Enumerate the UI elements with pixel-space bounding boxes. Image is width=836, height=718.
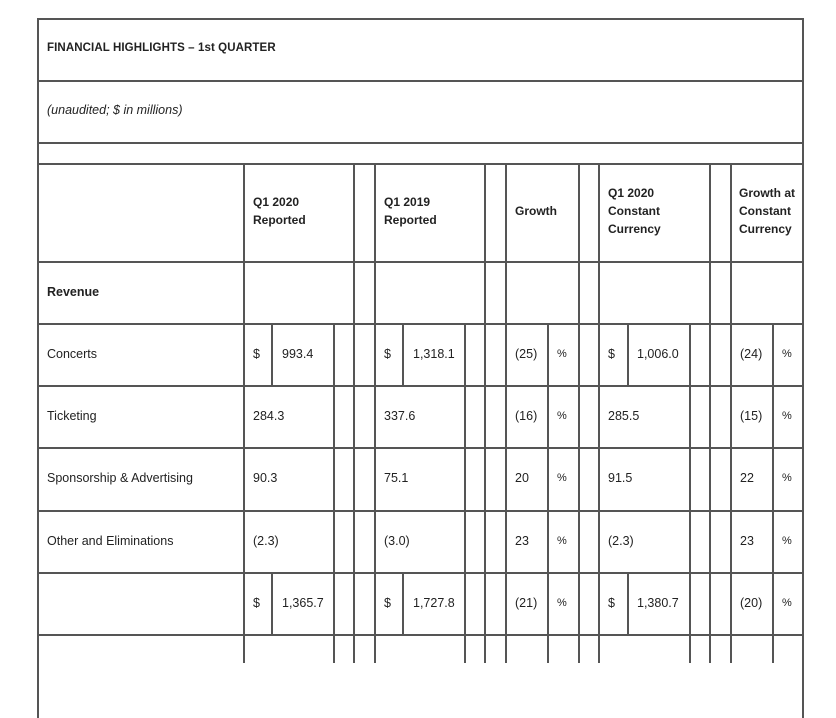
cell-q1-2020-cc: 1,006.0 bbox=[637, 347, 679, 361]
col-rule bbox=[271, 572, 273, 634]
header-line: Q1 2019 bbox=[384, 195, 431, 209]
rule bbox=[37, 18, 804, 20]
col-rule bbox=[709, 163, 711, 663]
col-rule bbox=[772, 323, 774, 663]
cell-q1-2020: 284.3 bbox=[253, 409, 285, 423]
cell-growth: (25) bbox=[515, 347, 538, 361]
cell-q1-2020-cc: 1,380.7 bbox=[637, 596, 679, 610]
cell-growth: 23 bbox=[515, 534, 529, 548]
col-rule bbox=[402, 572, 404, 634]
header-q1-2020-reported bbox=[253, 193, 306, 229]
row-label: Concerts bbox=[47, 347, 98, 361]
cell-growth-cc: 22 bbox=[740, 471, 754, 485]
header-growth bbox=[515, 202, 557, 220]
header-line: Q1 2020 bbox=[253, 195, 300, 209]
rule bbox=[37, 80, 804, 82]
cell-q1-2020: (2.3) bbox=[253, 534, 279, 548]
percent-symbol: % bbox=[557, 410, 567, 422]
percent-symbol: % bbox=[557, 597, 567, 609]
cell-growth-cc: (20) bbox=[740, 596, 763, 610]
cell-q1-2020: 90.3 bbox=[253, 471, 278, 485]
header-line: Constant bbox=[608, 204, 660, 218]
percent-symbol: % bbox=[557, 535, 567, 547]
header-line: Growth bbox=[515, 204, 557, 218]
cell-growth-cc: (15) bbox=[740, 409, 763, 423]
cell-q1-2020-cc: 91.5 bbox=[608, 471, 633, 485]
cell-q1-2020: 1,365.7 bbox=[282, 596, 324, 610]
header-q1-2019-reported bbox=[384, 193, 437, 229]
col-rule bbox=[484, 163, 486, 663]
header-line: Reported bbox=[253, 213, 306, 227]
col-rule bbox=[464, 323, 466, 663]
col-rule bbox=[689, 323, 691, 663]
currency-symbol: $ bbox=[253, 596, 260, 610]
col-rule bbox=[271, 323, 273, 385]
currency-symbol: $ bbox=[253, 347, 260, 361]
cell-q1-2019: 75.1 bbox=[384, 471, 409, 485]
col-rule bbox=[547, 323, 549, 663]
header-line: Currency bbox=[608, 222, 661, 236]
cell-q1-2020-cc: 285.5 bbox=[608, 409, 640, 423]
col-rule bbox=[333, 323, 335, 663]
cell-growth: 20 bbox=[515, 471, 529, 485]
percent-symbol: % bbox=[782, 410, 792, 422]
cell-q1-2019: 1,727.8 bbox=[413, 596, 455, 610]
cell-q1-2019: 337.6 bbox=[384, 409, 416, 423]
cell-growth: (21) bbox=[515, 596, 538, 610]
col-rule bbox=[505, 163, 507, 663]
rule bbox=[37, 142, 804, 144]
cell-q1-2020: 993.4 bbox=[282, 347, 314, 361]
col-rule bbox=[598, 163, 600, 663]
percent-symbol: % bbox=[782, 535, 792, 547]
currency-symbol: $ bbox=[384, 347, 391, 361]
row-label: Ticketing bbox=[47, 409, 97, 423]
percent-symbol: % bbox=[782, 472, 792, 484]
table-title: FINANCIAL HIGHLIGHTS – 1st QUARTER bbox=[47, 42, 276, 54]
currency-symbol: $ bbox=[384, 596, 391, 610]
table-subtitle: (unaudited; $ in millions) bbox=[47, 103, 183, 117]
header-line: Reported bbox=[384, 213, 437, 227]
col-rule bbox=[353, 163, 355, 663]
cell-q1-2020-cc: (2.3) bbox=[608, 534, 634, 548]
percent-symbol: % bbox=[782, 348, 792, 360]
cell-growth: (16) bbox=[515, 409, 538, 423]
percent-symbol: % bbox=[782, 597, 792, 609]
percent-symbol: % bbox=[557, 348, 567, 360]
cell-q1-2019: 1,318.1 bbox=[413, 347, 455, 361]
rule bbox=[37, 261, 804, 263]
header-q1-2020-cc bbox=[608, 184, 661, 238]
section-label-revenue: Revenue bbox=[47, 285, 100, 299]
currency-symbol: $ bbox=[608, 596, 615, 610]
header-line: Currency bbox=[739, 222, 792, 236]
cell-growth-cc: 23 bbox=[740, 534, 754, 548]
col-rule bbox=[627, 323, 629, 385]
header-line: Growth at bbox=[739, 186, 795, 200]
header-line: Constant bbox=[739, 204, 791, 218]
col-rule bbox=[578, 163, 580, 663]
cell-q1-2019: (3.0) bbox=[384, 534, 410, 548]
rule bbox=[37, 163, 804, 165]
row-label: Sponsorship & Advertising bbox=[47, 471, 193, 485]
percent-symbol: % bbox=[557, 472, 567, 484]
col-rule bbox=[730, 163, 732, 663]
col-rule bbox=[627, 572, 629, 634]
cell-growth-cc: (24) bbox=[740, 347, 763, 361]
col-rule bbox=[402, 323, 404, 385]
header-growth-cc bbox=[739, 184, 795, 238]
col-rule bbox=[374, 163, 376, 663]
row-label: Other and Eliminations bbox=[47, 534, 174, 548]
header-line: Q1 2020 bbox=[608, 186, 655, 200]
currency-symbol: $ bbox=[608, 347, 615, 361]
col-rule bbox=[243, 163, 245, 663]
